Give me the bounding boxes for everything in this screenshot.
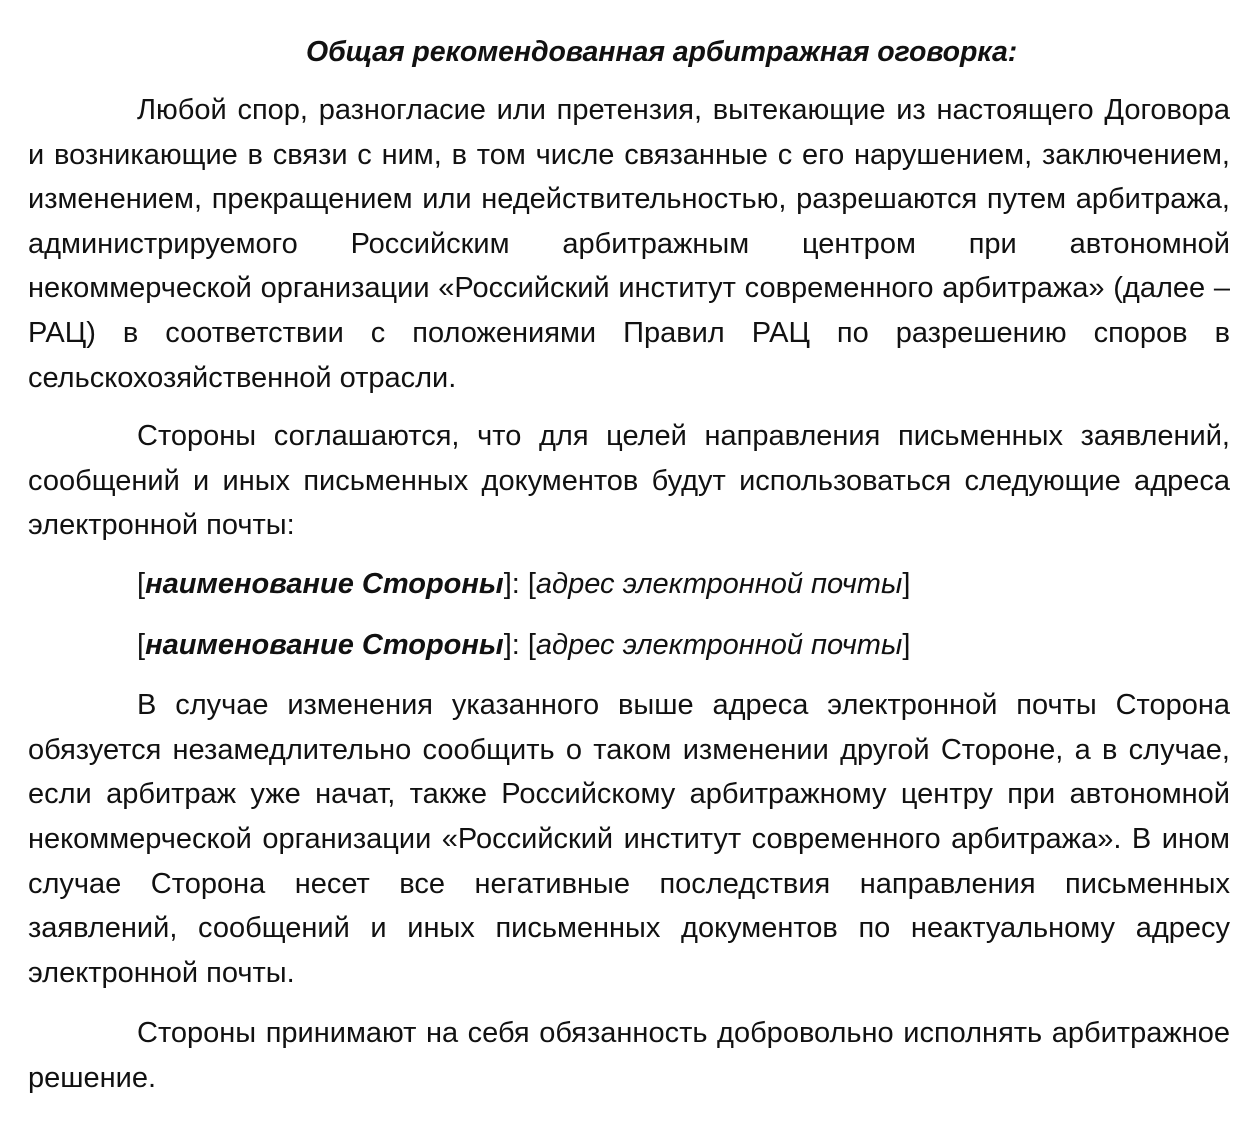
party-email-line: [28, 623, 1230, 668]
party-name-placeholder: наименование Стороны: [145, 567, 504, 600]
clause-title: Общая рекомендованная арбитражная оговорка:: [306, 36, 1018, 68]
party-name-placeholder: наименование Стороны: [145, 628, 504, 661]
separator: ]: [: [503, 567, 536, 600]
close-bracket: ]: [902, 567, 911, 600]
open-bracket: [: [137, 628, 146, 661]
email-change-paragraph: В случае изменения указанного выше адреса электронной почты Сторона обязуется незамедлительно сообщить о таком изменении другой Стороне, а в случае, если арбитраж уже начат, также Российскому арбитражному центру при автономной некоммерческой организации «Российский институт современного арбитража». В ином случае Сторона несет все негативные последствия направления письменных заявлений, сообщений и иных письменных документов по неактуальному адресу электронной почты.: [28, 689, 1230, 989]
open-bracket: [: [137, 567, 146, 600]
arbitration-clause-paragraph: Любой спор, разногласие или претензия, вытекающие из настоящего Договора и возникающие в связи с ним, в том числе связанные с его нарушением, заключением, изменением, прекращением или недействительностью, разрешаются путем арбитража, администрируемого Российским арбитражным центром при автономной некоммерческой организации «Российский институт современного арбитража» (далее – РАЦ) в соответствии с положениями Правил РАЦ по разрешению споров в сельскохозяйственной отрасли.: [28, 94, 1230, 394]
separator: ]: [: [503, 628, 536, 661]
email-placeholder: адрес электронной почты: [535, 628, 903, 661]
party-email-line: [28, 562, 1230, 607]
voluntary-compliance-paragraph: Стороны принимают на себя обязанность добровольно исполнять арбитражное решение.: [28, 1017, 1230, 1094]
close-bracket: ]: [902, 628, 911, 661]
document-body: [28, 30, 1230, 1100]
email-agreement-paragraph: Стороны соглашаются, что для целей направления письменных заявлений, сообщений и иных письменных документов будут использоваться следующие адреса электронной почты:: [28, 420, 1230, 542]
email-placeholder: адрес электронной почты: [535, 567, 903, 600]
